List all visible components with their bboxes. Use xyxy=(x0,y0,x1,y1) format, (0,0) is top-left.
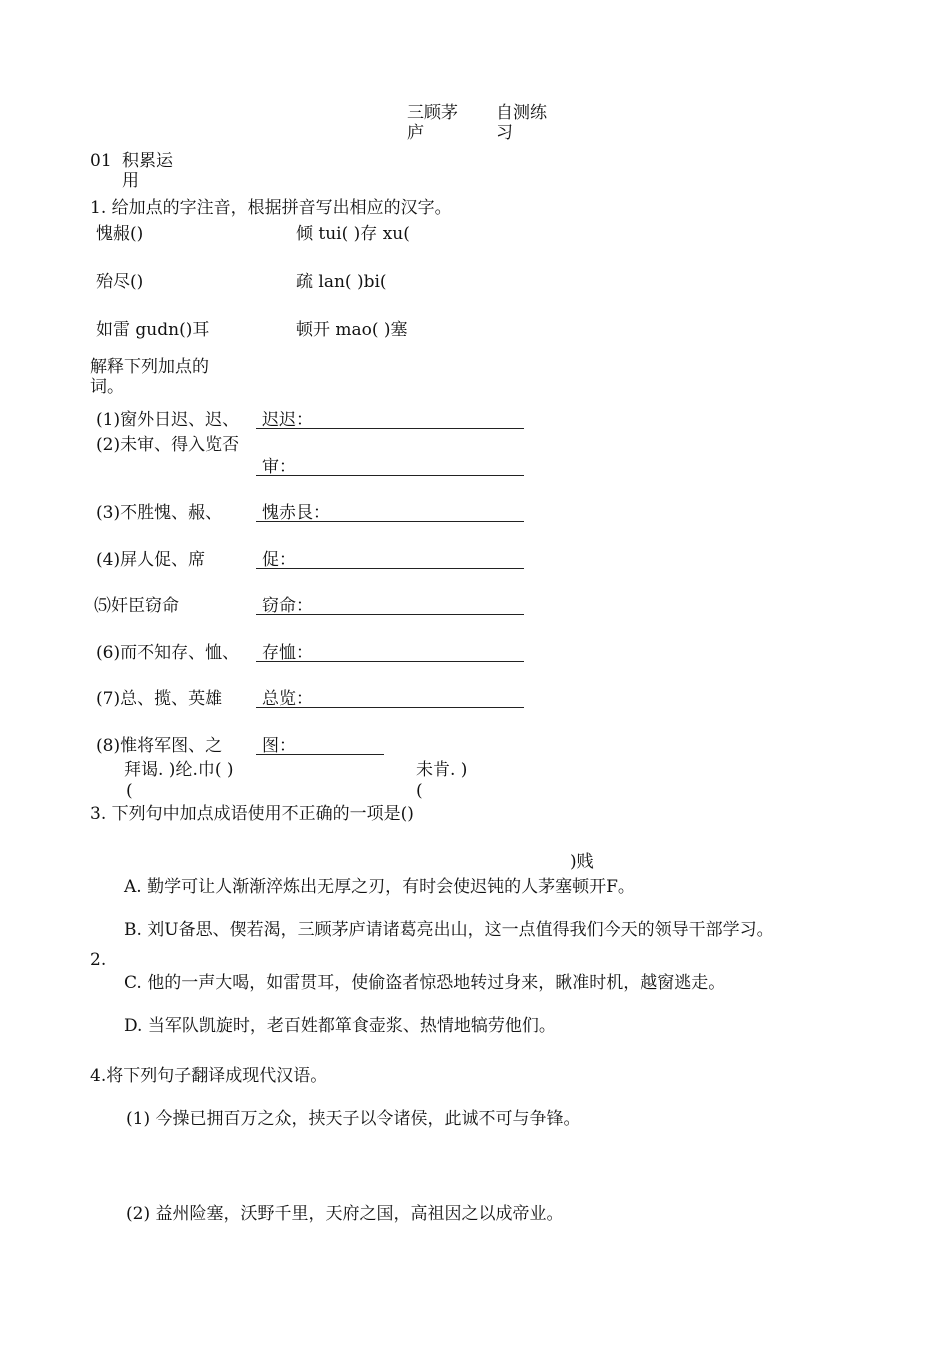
q2-item4-answer-line[interactable] xyxy=(256,568,524,569)
q1-row1-b: 倾 tui( )存 xu( xyxy=(296,224,410,244)
section-number: 01 xyxy=(90,151,112,171)
q4-item2: (2) 益州险塞，沃野千里，天府之国，高祖因之以成帝业。 xyxy=(126,1204,564,1224)
q3-prompt: 3. 下列句中加点成语使用不正确的一项是() xyxy=(90,804,414,824)
q1-tail-b: 未肯. ) xyxy=(416,760,468,780)
q2-item8-sentence: (8)惟将军图、之 xyxy=(96,736,223,756)
q3-option-b: B. 刘U备思、偰若渴，三顾茅庐请诸葛亮出山，这一点值得我们今天的领导干部学习。 xyxy=(124,920,774,940)
q2-item4-sentence: (4)屏人促、席 xyxy=(96,550,206,570)
q2-item2-sentence: (2)未审、得入览否 xyxy=(96,435,240,455)
q1-prompt: 1. 给加点的字注音，根据拼音写出相应的汉字。 xyxy=(90,198,452,218)
q2-item3-answer-line[interactable] xyxy=(256,521,524,522)
q1-tail-d: ( xyxy=(416,781,423,801)
q1-tail-e: )贱 xyxy=(570,852,594,872)
q2-item6-answer: 存恤： xyxy=(262,643,313,663)
q2-item5-answer-line[interactable] xyxy=(256,614,524,615)
q2-item1-answer: 迟迟： xyxy=(262,410,313,430)
q2-item8-answer: 图： xyxy=(262,736,296,756)
title-part2: 自测练习 xyxy=(496,103,547,143)
q1-row2-a: 殆尽() xyxy=(96,272,144,292)
q2-item6-answer-line[interactable] xyxy=(256,661,524,662)
q1-row1-a: 愧赧() xyxy=(96,224,144,244)
q3-option-a: A. 勤学可让人渐渐淬炼出无厚之刃，有时会使迟钝的人茅塞顿开F。 xyxy=(124,877,635,897)
q2-item5-sentence: ⑸奸臣窃命 xyxy=(94,596,179,616)
q2-item2-answer: 审： xyxy=(262,457,296,477)
q2-item1-answer-line[interactable] xyxy=(256,428,524,429)
title-part1: 三顾茅庐 xyxy=(407,103,458,143)
q2-item2-answer-line[interactable] xyxy=(256,475,524,476)
q1-tail-c: ( xyxy=(126,781,133,801)
q1-row3-b: 顿开 mao( )塞 xyxy=(296,320,408,340)
section-name: 积累运用 xyxy=(122,151,173,191)
q1-row3-a: 如雷 gudn()耳 xyxy=(96,320,210,340)
q3-option-c: C. 他的一声大喝，如雷贯耳，使偷盗者惊恐地转过身来，瞅准时机，越窗逃走。 xyxy=(124,973,726,993)
q4-prompt: 4.将下列句子翻译成现代汉语。 xyxy=(90,1066,328,1086)
q2-item4-answer: 促： xyxy=(262,550,296,570)
q2-item1-sentence: (1)窗外日迟、迟、 xyxy=(96,410,240,430)
q2-item3-answer: 愧赤艮： xyxy=(262,503,330,523)
q4-item1: (1) 今操已拥百万之众，挟天子以令诸侯，此诚不可与争锋。 xyxy=(126,1109,581,1129)
q2-item7-answer: 总览： xyxy=(262,689,313,709)
q2-item6-sentence: (6)而不知存、恤、 xyxy=(96,643,240,663)
q3-option-d: D. 当军队凯旋时，老百姓都箪食壶浆、热情地犒劳他们。 xyxy=(124,1016,556,1036)
q1-tail-a: 拜谒. )纶.巾( ) xyxy=(124,760,234,780)
q2-prompt: 解释下列加点的词。 xyxy=(90,357,209,397)
q2-item8-answer-line[interactable] xyxy=(256,754,384,755)
q2-number: 2. xyxy=(90,950,107,970)
q1-row2-b: 疏 lan( )bi( xyxy=(296,272,387,292)
q2-item7-answer-line[interactable] xyxy=(256,707,524,708)
q2-item7-sentence: (7)总、揽、英雄 xyxy=(96,689,223,709)
q2-item3-sentence: (3)不胜愧、赧、 xyxy=(96,503,223,523)
q2-item5-answer: 窃命： xyxy=(262,596,313,616)
